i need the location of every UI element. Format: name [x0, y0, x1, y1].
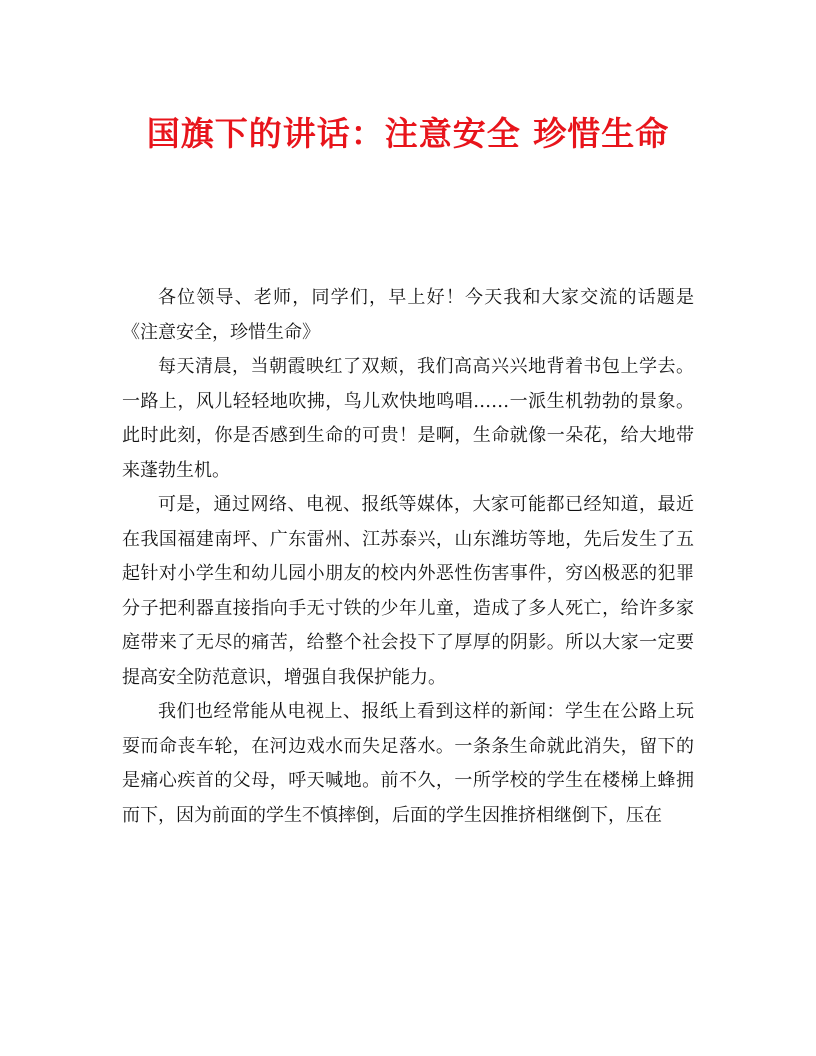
document-body: [122, 281, 694, 833]
paragraph-incidents: 可是，通过网络、电视、报纸等媒体，大家可能都已经知道，最近在我国福建南坪、广东雷州、江苏泰兴，山东潍坊等地，先后发生了五起针对小学生和幼儿园小朋友的校内外恶性伤害事件，穷凶极恶的犯罪分子把利器直接指向手无寸铁的少年儿童，造成了多人死亡，给许多家庭带来了无尽的痛苦，给整个社会投下了厚厚的阴影。所以大家一定要提高安全防范意识，增强自我保护能力。: [122, 494, 694, 688]
paragraph-greeting: 各位领导、老师，同学们，早上好！今天我和大家交流的话题是《注意安全，珍惜生命》: [122, 287, 694, 343]
paragraph-news: 我们也经常能从电视上、报纸上看到这样的新闻：学生在公路上玩耍而命丧车轮，在河边戏水而失足落水。一条条生命就此消失，留下的是痛心疾首的父母，呼天喊地。前不久，一所学校的学生在楼梯上蜂拥而下，因为前面的学生不慎摔倒，后面的学生因推挤相继倒下，压在: [122, 701, 694, 826]
paragraph-morning: 每天清晨，当朝霞映红了双颊，我们高高兴兴地背着书包上学去。一路上，风儿轻轻地吹拂，鸟儿欢快地鸣唱……一派生机勃勃的景象。此时此刻，你是否感到生命的可贵！是啊，生命就像一朵花，给大地带来蓬勃生机。: [122, 356, 694, 481]
document-title: 国旗下的讲话：注意安全 珍惜生命: [146, 114, 670, 153]
